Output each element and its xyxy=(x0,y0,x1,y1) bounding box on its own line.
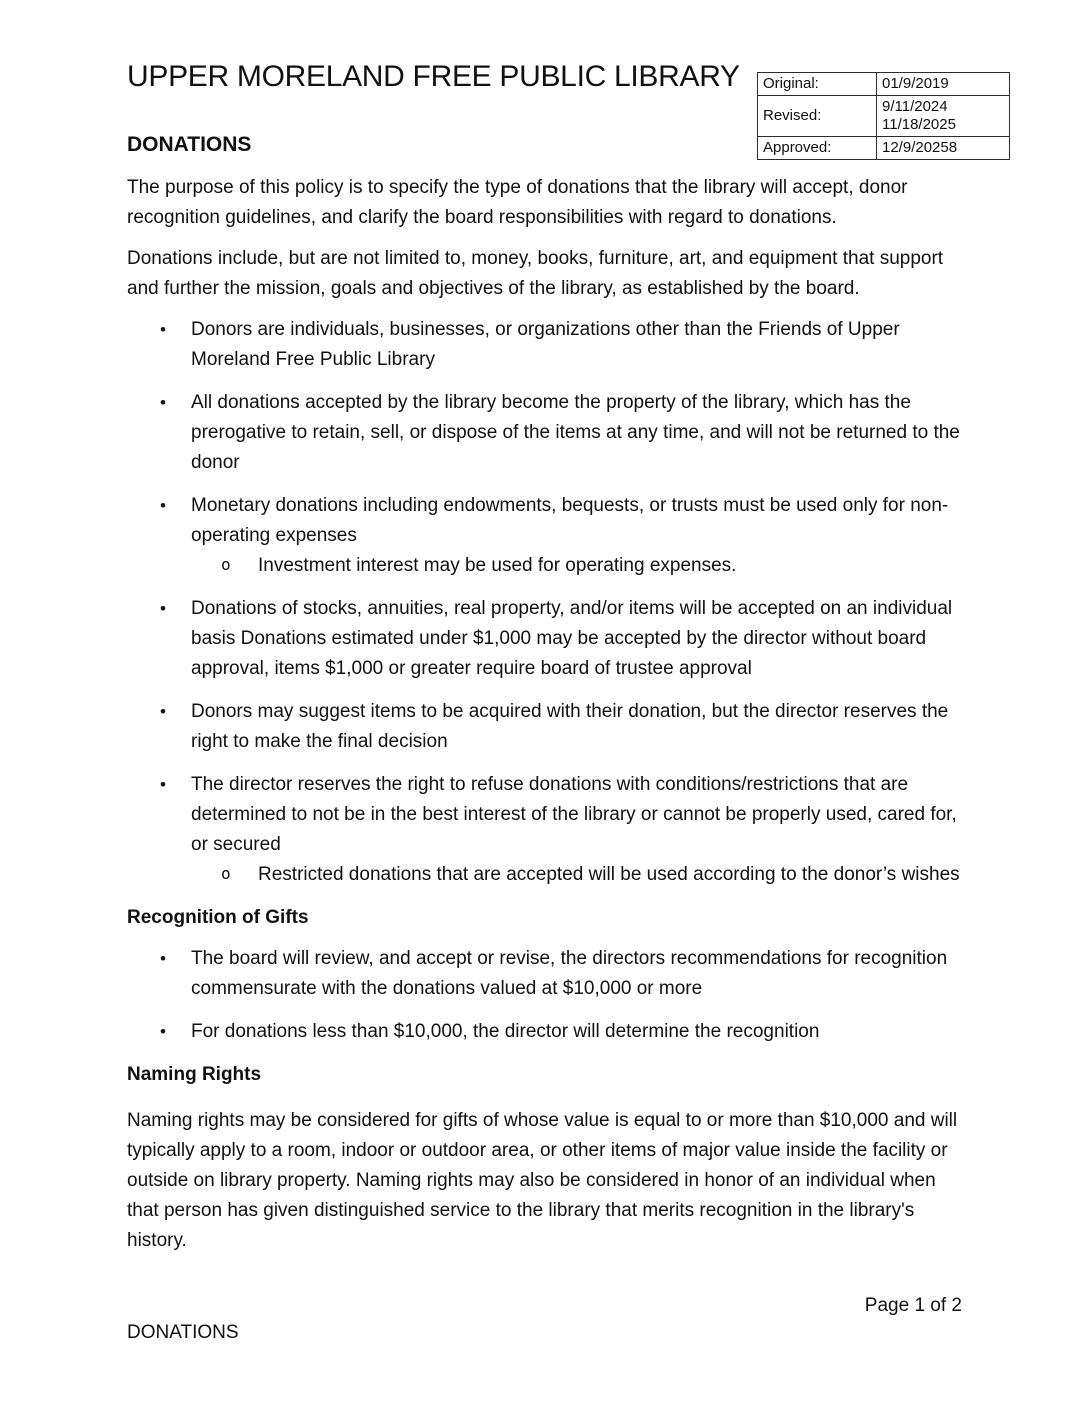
paragraph-naming-rights: Naming rights may be considered for gifts of whose value is equal to or more than $10,000 and will typically apply to a room, indoor or outdoor area, or other items of major value inside the facility or outside on library property. Naming rights may also be considered in honor of an individual when that person has given distinguished service to the library that merits recognition in the library's history. xyxy=(127,1110,958,1251)
bullet-text: For donations less than $10,000, the director will determine the recognition xyxy=(191,1021,820,1042)
section-heading-recognition-of-gifts: Recognition of Gifts xyxy=(127,907,309,928)
revision-value-approved: 12/9/20258 xyxy=(877,137,1010,160)
revision-table xyxy=(757,72,1010,160)
recognition-bullet-list xyxy=(127,944,960,1047)
revision-value-revised xyxy=(877,96,1010,137)
revision-value-line: 11/18/2025 xyxy=(882,116,956,133)
bullet-text: The director reserves the right to refuse donations with conditions/restrictions that are determined to not be in the best interest of the library or cannot be properly used, cared for, or secured xyxy=(191,774,957,855)
revision-label-original: Original: xyxy=(758,73,877,96)
revision-label-approved: Approved: xyxy=(758,137,877,160)
revision-label-revised: Revised: xyxy=(758,96,877,137)
revision-row-original xyxy=(758,73,1010,96)
bullet-text: Donors are individuals, businesses, or organizations other than the Friends of Upper Moreland Free Public Library xyxy=(191,319,900,370)
bullet-item xyxy=(127,315,960,375)
bullet-marker-icon: • xyxy=(160,702,166,721)
bullet-item xyxy=(127,944,960,1004)
bullet-item xyxy=(127,388,960,478)
sub-bullet-item xyxy=(191,551,960,581)
sub-bullet-list xyxy=(191,551,960,581)
bullet-item xyxy=(127,1017,960,1047)
paragraph-purpose: The purpose of this policy is to specify the type of donations that the library will accept, donor recognition guidelines, and clarify the board responsibilities with regard to donations. xyxy=(127,177,908,228)
revision-row-revised xyxy=(758,96,1010,137)
policy-bullet-list xyxy=(127,315,960,890)
bullet-item xyxy=(127,770,960,890)
bullet-marker-icon: • xyxy=(160,320,166,339)
sub-bullet-list xyxy=(191,860,960,890)
paragraph-scope: Donations include, but are not limited to, money, books, furniture, art, and equipment that support and further the mission, goals and objectives of the library, as established by the board. xyxy=(127,248,944,299)
bullet-item xyxy=(127,594,960,684)
sub-bullet-item xyxy=(191,860,960,890)
bullet-marker-icon: • xyxy=(160,775,166,794)
page-title: DONATIONS xyxy=(127,133,252,156)
circle-marker-icon: o xyxy=(221,555,231,574)
bullet-item xyxy=(127,697,960,757)
bullet-marker-icon: • xyxy=(160,599,166,618)
document-title: UPPER MORELAND FREE PUBLIC LIBRARY xyxy=(127,60,740,93)
revision-row-approved xyxy=(758,137,1010,160)
revision-value-original: 01/9/2019 xyxy=(877,73,1010,96)
sub-bullet-text: Investment interest may be used for operating expenses. xyxy=(258,555,737,576)
section-heading-naming-rights: Naming Rights xyxy=(127,1064,262,1085)
bullet-marker-icon: • xyxy=(160,496,166,515)
bullet-text: The board will review, and accept or revise, the directors recommendations for recognition commensurate with the donations valued at $10,000 or more xyxy=(191,948,948,999)
page-number: Page 1 of 2 xyxy=(864,1295,962,1316)
bullet-marker-icon: • xyxy=(160,949,166,968)
circle-marker-icon: o xyxy=(221,864,231,883)
sub-bullet-text: Restricted donations that are accepted will be used according to the donor’s wishes xyxy=(258,864,960,885)
revision-value-line: 9/11/2024 xyxy=(882,98,948,115)
bullet-text: Donations of stocks, annuities, real property, and/or items will be accepted on an individual basis Donations estimated under $1,000 may be accepted by the director without board approval, items $1,000 or greater require board of trustee approval xyxy=(191,598,953,679)
bullet-marker-icon: • xyxy=(160,393,166,412)
bullet-text: Donors may suggest items to be acquired with their donation, but the director reserves the right to make the final decision xyxy=(191,701,949,752)
bullet-item xyxy=(127,491,960,581)
bullet-text: Monetary donations including endowments, bequests, or trusts must be used only for non-operating expenses xyxy=(191,495,949,546)
document-body xyxy=(127,173,960,1256)
bullet-text: All donations accepted by the library become the property of the library, which has the prerogative to retain, sell, or dispose of the items at any time, and will not be returned to the donor xyxy=(191,392,960,473)
footer-title: DONATIONS xyxy=(127,1322,239,1343)
bullet-marker-icon: • xyxy=(160,1022,166,1041)
